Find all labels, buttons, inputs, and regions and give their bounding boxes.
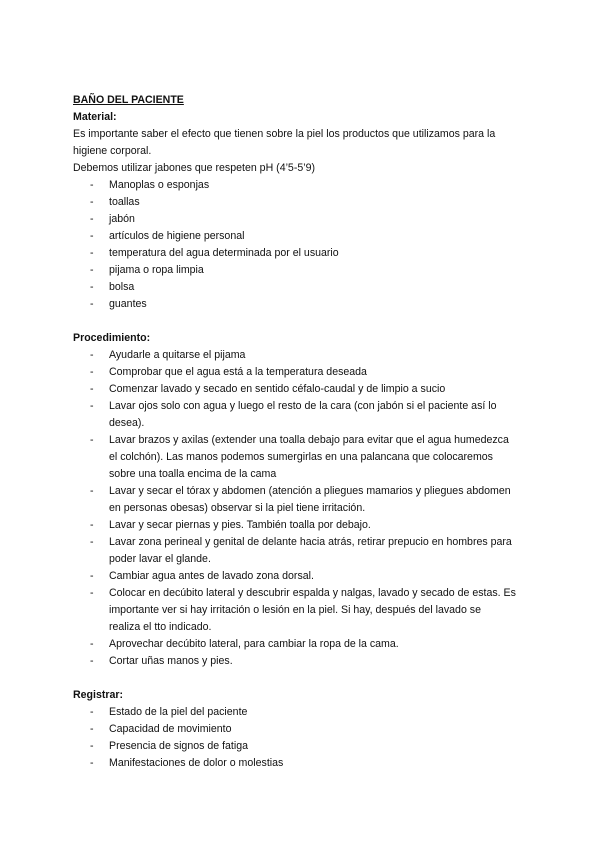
list-item-text: Lavar y secar piernas y pies. También toalla por debajo. [109, 519, 371, 531]
list-item-text: desea). [109, 417, 145, 429]
material-heading: Material: [73, 111, 117, 123]
list-item-text: Colocar en decúbito lateral y descubrir espalda y nalgas, lavado y secado de estas. Es [109, 587, 516, 599]
list-item [73, 721, 533, 738]
bullet-dash: - [90, 400, 94, 412]
bullet-dash: - [90, 757, 94, 769]
bullet-dash: - [90, 247, 94, 259]
list-item-text: el colchón). Las manos podemos sumergirlas en una palancana que colocaremos [109, 451, 493, 463]
material-paragraph-1-line-1: Es importante saber el efecto que tienen sobre la piel los productos que utilizamos para la [73, 128, 496, 140]
bullet-dash: - [90, 179, 94, 191]
bullet-dash: - [90, 434, 94, 446]
list-item [73, 585, 533, 636]
list-item [73, 755, 533, 772]
bullet-dash: - [90, 655, 94, 667]
list-item-text: Comenzar lavado y secado en sentido céfalo-caudal y de limpio a sucio [109, 383, 446, 395]
bullet-dash: - [90, 536, 94, 548]
list-item [73, 364, 533, 381]
list-item [73, 347, 533, 364]
material-paragraph-1-line-2: higiene corporal. [73, 145, 152, 157]
list-item [73, 245, 533, 262]
list-item [73, 432, 533, 483]
bullet-dash: - [90, 366, 94, 378]
bullet-dash: - [90, 230, 94, 242]
bullet-dash: - [90, 485, 94, 497]
registrar-list [73, 704, 533, 772]
list-item [73, 738, 533, 755]
list-item-text: Lavar brazos y axilas (extender una toalla debajo para evitar que el agua humedezca [109, 434, 509, 446]
bullet-dash: - [90, 298, 94, 310]
list-item [73, 534, 533, 568]
list-item-text: Lavar ojos solo con agua y luego el resto de la cara (con jabón si el paciente así lo [109, 400, 497, 412]
list-item-text: sobre una toalla encima de la cama [109, 468, 277, 480]
list-item-text: pijama o ropa limpia [109, 264, 204, 276]
list-item [73, 704, 533, 721]
section-gap [73, 313, 533, 330]
list-item [73, 194, 533, 211]
list-item-text: Ayudarle a quitarse el pijama [109, 349, 246, 361]
bullet-dash: - [90, 706, 94, 718]
list-item-text: Aprovechar decúbito lateral, para cambiar la ropa de la cama. [109, 638, 399, 650]
list-item-text: Lavar zona perineal y genital de delante hacia atrás, retirar prepucio en hombres para [109, 536, 512, 548]
material-paragraph-1 [73, 126, 533, 160]
bullet-dash: - [90, 740, 94, 752]
list-item [73, 636, 533, 653]
list-item-text: Comprobar que el agua está a la temperatura deseada [109, 366, 367, 378]
list-item-text: bolsa [109, 281, 135, 293]
list-item [73, 279, 533, 296]
list-item-text: temperatura del agua determinada por el usuario [109, 247, 339, 259]
list-item [73, 653, 533, 670]
bullet-dash: - [90, 281, 94, 293]
list-item-text: realiza el tto indicado. [109, 621, 212, 633]
bullet-dash: - [90, 519, 94, 531]
list-item [73, 398, 533, 432]
procedimiento-list [73, 347, 533, 670]
material-list [73, 177, 533, 313]
document-title: BAÑO DEL PACIENTE [73, 94, 184, 106]
bullet-dash: - [90, 213, 94, 225]
list-item-text: jabón [109, 213, 135, 225]
list-item-text: Cortar uñas manos y pies. [109, 655, 233, 667]
list-item [73, 211, 533, 228]
registrar-heading: Registrar: [73, 689, 124, 701]
list-item-text: Cambiar agua antes de lavado zona dorsal. [109, 570, 314, 582]
list-item-text: poder lavar el glande. [109, 553, 211, 565]
bullet-dash: - [90, 723, 94, 735]
list-item-text: Capacidad de movimiento [109, 723, 232, 735]
list-item [73, 262, 533, 279]
list-item [73, 177, 533, 194]
list-item-text: en personas obesas) observar si la piel tiene irritación. [109, 502, 366, 514]
bullet-dash: - [90, 349, 94, 361]
bullet-dash: - [90, 570, 94, 582]
bullet-dash: - [90, 264, 94, 276]
list-item [73, 483, 533, 517]
list-item [73, 568, 533, 585]
procedimiento-heading: Procedimiento: [73, 332, 151, 344]
list-item [73, 296, 533, 313]
list-item-text: Manoplas o esponjas [109, 179, 210, 191]
material-paragraph-2: Debemos utilizar jabones que respeten pH (4’5-5’9) [73, 162, 316, 174]
list-item-text: Lavar y secar el tórax y abdomen (atención a pliegues mamarios y pliegues abdomen [109, 485, 511, 497]
list-item [73, 517, 533, 534]
bullet-dash: - [90, 383, 94, 395]
list-item [73, 228, 533, 245]
list-item-text: Presencia de signos de fatiga [109, 740, 248, 752]
list-item-text: guantes [109, 298, 147, 310]
list-item-text: importante ver si hay irritación o lesión en la piel. Si hay, después del lavado se [109, 604, 481, 616]
document-content [73, 92, 533, 772]
section-gap [73, 670, 533, 687]
list-item-text: artículos de higiene personal [109, 230, 245, 242]
list-item [73, 381, 533, 398]
bullet-dash: - [90, 196, 94, 208]
bullet-dash: - [90, 587, 94, 599]
list-item-text: Manifestaciones de dolor o molestias [109, 757, 284, 769]
list-item-text: Estado de la piel del paciente [109, 706, 248, 718]
list-item-text: toallas [109, 196, 140, 208]
bullet-dash: - [90, 638, 94, 650]
